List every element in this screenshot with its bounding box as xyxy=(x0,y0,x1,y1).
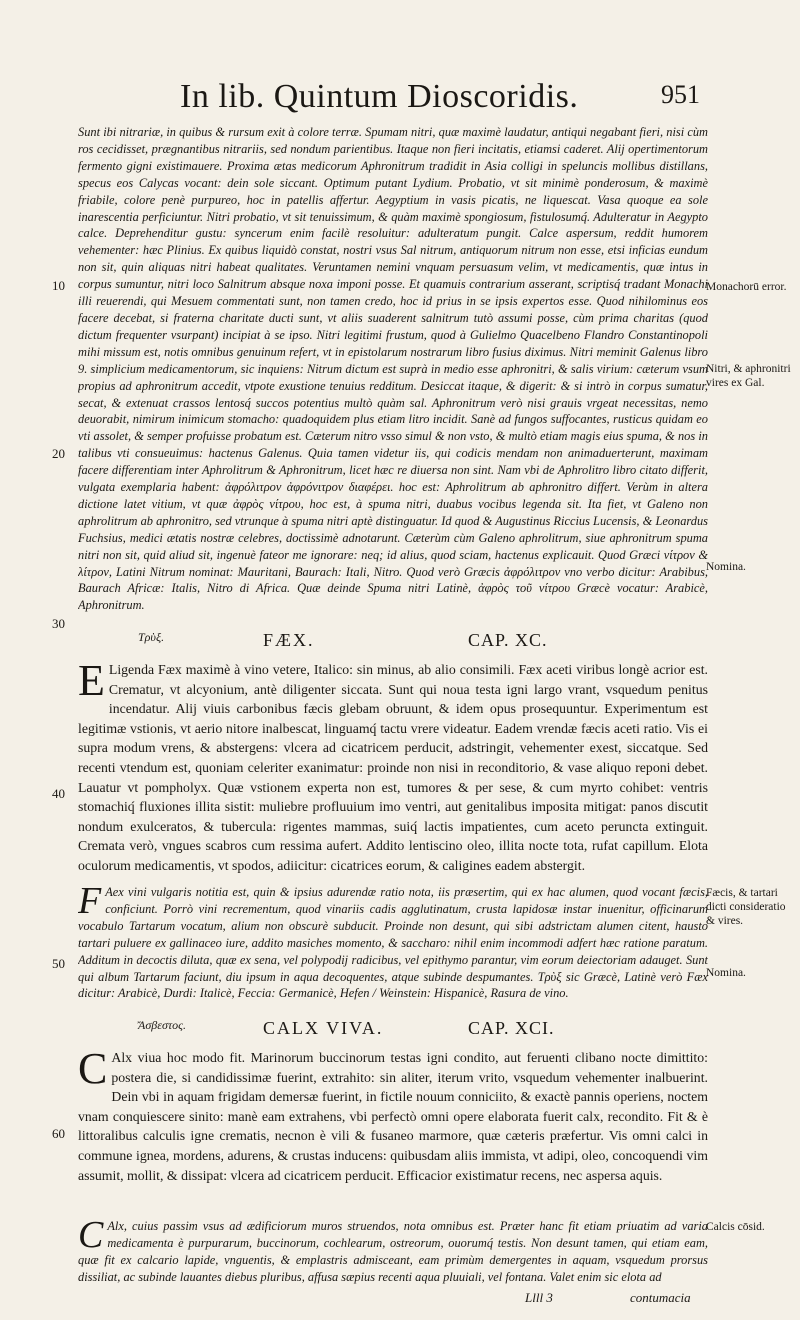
margin-note-monachorum: Monachorū error. xyxy=(706,281,787,293)
margin-note-nomina: Nomina. xyxy=(706,967,746,979)
nitrum-commentary xyxy=(78,124,708,612)
commentary-body-text: Aex vini vulgaris notitia est, quin & ipsius adurendæ ratio nota, iis præsertim, qui ex hac alumen, quod vocant fæcis, conficiunt. Porrò vini recrementum, quod vinariis cadis agglutinatum, crusta lapidosæ instar inuenitur, officinarum vocabulo Tartarum vocatum, alium non obscurè subducit. Proinde non desunt, qui sibi adstrictam alumen citent, hausto tartari puluere ex gallinaceo iure, addito masiches momento, & saccharo: nihil enim incommodi adfert hæc ratione paratum. Additum in decoctis diluta, quæ ex sena, vel polypodij radicibus, vel epithymo parantur, vim eorum deiectoriam adauget. Sunt qui album Tartarum faciunt, diu ipsum in aqua decoquentes, atque subinde despumantes. Τρὺξ sic Græcè, Latinè verò Fæx dicitur: Arabicè, Durdi: Italicè, Feccia: Germanicè, Hefen / Weinstein: Hispanicè, Rasura de vino. xyxy=(78,885,708,1001)
drop-cap: F xyxy=(78,884,102,922)
margin-note-faecis-tartari: Fæcis, & tartari dicti consideratio & vires. xyxy=(706,887,786,927)
line-number: 60 xyxy=(52,1126,65,1141)
page-header xyxy=(180,78,700,118)
chapter-title: FÆX. xyxy=(263,630,315,650)
chapter-body-text: Ligenda Fæx maximè à vino vetere, Italico: sin minus, ab alio consimili. Fæx aceti viribus longè acrior est. Crematur, vt alcyonium, antè diligenter siccata. Sunt qui noua testa igni largo vrant, vsquedum penitus incendatur. Alij viuis carbonibus fæcis glebam obruunt, & idem opus prosequuntur. Experimentum est legitimæ vstionis, vt aerio nitore inalbescat, linguamq́ tactu vrere videatur. Eadem vrendæ fæcis aceti ratio. Vis ei supra modum vrens, & abstergens: vlcera ad cicatricem perducit, adstringit, vehementer exest, siccatque. Sed recenti vtendum est, quoniam celeriter exanimatur: proinde non nisi in reconditorio, & vase aliquo reponi debet. Lauatur vt pompholyx. Quæ vstionem experta non est, tumores & per sese, & cum myrto cohibet: ventris stomachiq́ fluxiones illita sistit: muliebre profluuium imo ventri, aut genitalibus imposita mitigat: panos discutit nondum exulceratos, & tubercula: rigentes mammas, suiq́ lactis impatientes, cum aceto peruncta extinguit. Cremata verò, vngues scabros cum ressima aufert. Addito lentiscino oleo, illita nocte tota, rufat capillum. Elota oculorum medicamentis, vt spodos, adiicitur: cicatrices eorum, & caligines eadem abstergit. xyxy=(78,662,708,873)
chapter-number: CAP. XC. xyxy=(468,630,548,650)
chapter-91-text xyxy=(78,1048,708,1212)
line-number: 10 xyxy=(52,278,65,293)
chapter-body xyxy=(78,660,708,874)
commentary-text xyxy=(78,1218,708,1286)
chapter-90-text xyxy=(78,660,708,874)
margin-note-calcis: Calcis cōsid. xyxy=(706,1221,765,1233)
chapter-body xyxy=(78,1048,708,1185)
page-number: 951 xyxy=(661,80,700,109)
chapter-body-text: Alx viua hoc modo fit. Marinorum buccinorum testas igni condito, aut feruenti clibano nocte dimittito: postera die, si candidissimæ fuerint, extrahito: sin aliter, iterum vrito, vsquedum vehementer inalbuerint. Dein vbi in aquam frigidam demersæ fuerint, in fictile nouum conniciito, & exactè pannis operiens, noctem vnam conquiescere sinito: manè eam extrahens, vbi perfectò omni opere elaborata fuerit calx, recondito. Fit & è littoralibus calculis igne crematis, necnon è vili & fusaneo marmore, quæ cæteris præfertur. Vis omni calci in commune ignea, mordens, adurens, & crustas inducens: quibusdam aliis immista, vt adipi, oleo, concoquendi vim assumit, mollit, & dissipat: vlcera ad cicatricem perducit. Efficacior existimatur recens, nec aspersa aquis. xyxy=(78,1050,708,1183)
margin-note-nomina: Nomina. xyxy=(706,561,746,573)
chapter-heading-calx-viva xyxy=(78,1018,708,1040)
chapter-greek-name: Ἄσβεστος. xyxy=(138,1018,187,1032)
drop-cap: C xyxy=(78,1218,104,1256)
margin-note-nitri-vires: Nitri, & aphronitri vires ex Gal. xyxy=(706,363,791,389)
line-number: 20 xyxy=(52,446,65,461)
catchword: contumacia xyxy=(630,1290,691,1305)
line-number: 30 xyxy=(52,616,65,631)
calx-commentary xyxy=(78,1218,708,1288)
chapter-heading-faex xyxy=(78,630,708,652)
faex-commentary xyxy=(78,884,708,1008)
drop-cap: E xyxy=(78,660,105,705)
chapter-number: CAP. XCI. xyxy=(468,1018,555,1038)
line-number: 40 xyxy=(52,786,65,801)
drop-cap: C xyxy=(78,1048,108,1093)
running-title: In lib. Quintum Dioscoridis. xyxy=(180,78,579,115)
commentary-text: Sunt ibi nitrariæ, in quibus & rursum exit à colore terræ. Spumam nitri, quæ maximè laudatur, antiqui negabant fieri, nisi cùm ros cecidisset, prægnantibus nitrariis, sed nondum parientibus. Itaque non fieri incitatis, etiamsi caderet. Alij opertimentorum fermento gigni existimauere. Proxima ætas medicorum Aphronitrum tradidit in Asia colligi in speluncis mollibus distillans, specus eos Calycas vocant: dein sole siccant. Optimum putant Lydium. Probatio, vt sit minimè ponderosum, & maximè friabile, colore penè purpureo, hoc in patellis affertur. Aegyptium in vasis picatis, ne liquescat. Vasa quoque ea sole inarescentia perficiuntur. Nitri probatio, vt sit tenuissimum, & quàm maximè spongiosum, fistulosumq́. Adulteratur in Aegypto calce. Deprehenditur gustu: syncerum enim facilè resoluitur: adulteratum pungit. Calce aspersum, reddit humorem vehementer: hæc Plinius. Ex quibus liquidò constat, nostri vsus Sal nitrum, antiquorum nitrum non esse, etsi inficias eundum non sit, quin aliquas nitri habeat qualitates. Veruntamen nemini vnquam persuasum velim, vt medicamentis, quæ intus in corpus sumuntur, nitri loco Salnitrum absque noxa imponi posse. Et quamuis contrarium asserant, scriptisq́ tradant Monachi illi reuerendi, qui Mesuem commentati sunt, non tamen credo, hoc id prius in se ipsis expertos esse. Quod nihilominus eos facere decebat, si fraterna charitate ducti sunt, vt aliis suaderent salnitrum tutò assumi posse, cùm prima charitas (quod dictum frequenter vsurpant) incipiat à se ipso. Nitri legitimi frustum, quod à Gulielmo Quacelbeno Flandro Constantinopoli mihi missum est, notis omnibus genuinum refert, vt in epistolarum nostrarum libro fusius diximus. Nitri meminit Galenus libro 9. simplicium medicamentorum, sic inquiens: Nitrum dictum est suprà in medio esse aphronitri, & salis virium: cæterum vsum propius ad aphronitrum accedit, vtpote exustione tenuius redditum. Desiccat itaque, & digerit: & si intrò in corpus sumatur, secat, & extenuat crassos lentosq́ succos potentius multò quàm sal. Aphronitrum verò nisi grauis vrgeat necessitas, nemo deuorabit, nimirum inimicum stomacho: quadoquidem plus etiam litro incidit. Sanè ad fungos suffocantes, rusticus quidam eo vti assolet, & semper profuisse probatum est. Cæterum nitro vsso simul & non vsto, & multò etiam magis eius spuma, & nos in talibus vti consueuimus: hactenus Galenus. Quia tamen videtur iis, qui codicis mendam non animaduerterunt, maximam facere differentiam inter Aphrolitrum & Aphronitrum, licet hæc re diuersa non sint. Nam vbi de Aphrolitro libro citato differit, vulgata exemplaria habent: ἀφρόλιτρον ἀφρόνιτρον διαφέρει. hoc est: Aphrolitrum ab aphronitro differt. Verùm in altera dictione latet vitium, vt quæ ἀφρὸς νίτρου, hoc est, à spuma nitri, duabus vocibus legenda sit. Ita fiet, vt Galeno non aphrolitrum ab aphronitro, sed vtrunque à spuma nitri aptè distinguatur. Id quod & Augustinus Riccius Lucensis, & Leonardus Fuchsius, medici ætatis nostræ celebres, doctissimè adnotarunt. Cæterùm cùm Galeno aphrolitrum, siue aphronitrum spuma nitri non sit, quid aliud sit, ingenuè fateor me ignorare: neq; id alius, quod sciam, hactenus explicauit. Quod Græci νίτρον & λίτρον, Latini Nitrum nominat: Mauritani, Baurach: Itali, Nitro. Quod verò Græcis ἀφρόλιτρον vno verbo dicitur: Arabibus, Baurach Africæ: Italis, Nitro di Africa. Quæ deinde Spuma nitri Latinè, ἀφρὸς τοῦ νίτρου Græcè vocatur: Arabicè, Aphronitrum. xyxy=(78,125,708,612)
signature-mark: Llll 3 xyxy=(525,1290,553,1305)
chapter-title: CALX VIVA. xyxy=(263,1018,384,1038)
line-number: 50 xyxy=(52,956,65,971)
chapter-greek-name: Τρὺξ. xyxy=(138,630,165,644)
commentary-body-text: Alx, cuius passim vsus ad ædificiorum muros struendos, nota omnibus est. Præter hanc fit etiam priuatim ad varia medicamenta è purpurarum, buccinorum, cochlearum, ostreorum, ouorumq́ testis. Non desunt tamen, qui etiam eam, quæ fit ex calcario lapide, vnguentis, & emplastris admisceant, eam primùm demergentes in aquam, vsquedum prorsus dissiliat, ac subinde lauantes diebus pluribus, affusa sæpius recenti aqua pluuiali, vel fontana. Valet enim sic elota ad xyxy=(78,1219,708,1284)
commentary-text xyxy=(78,884,708,1002)
